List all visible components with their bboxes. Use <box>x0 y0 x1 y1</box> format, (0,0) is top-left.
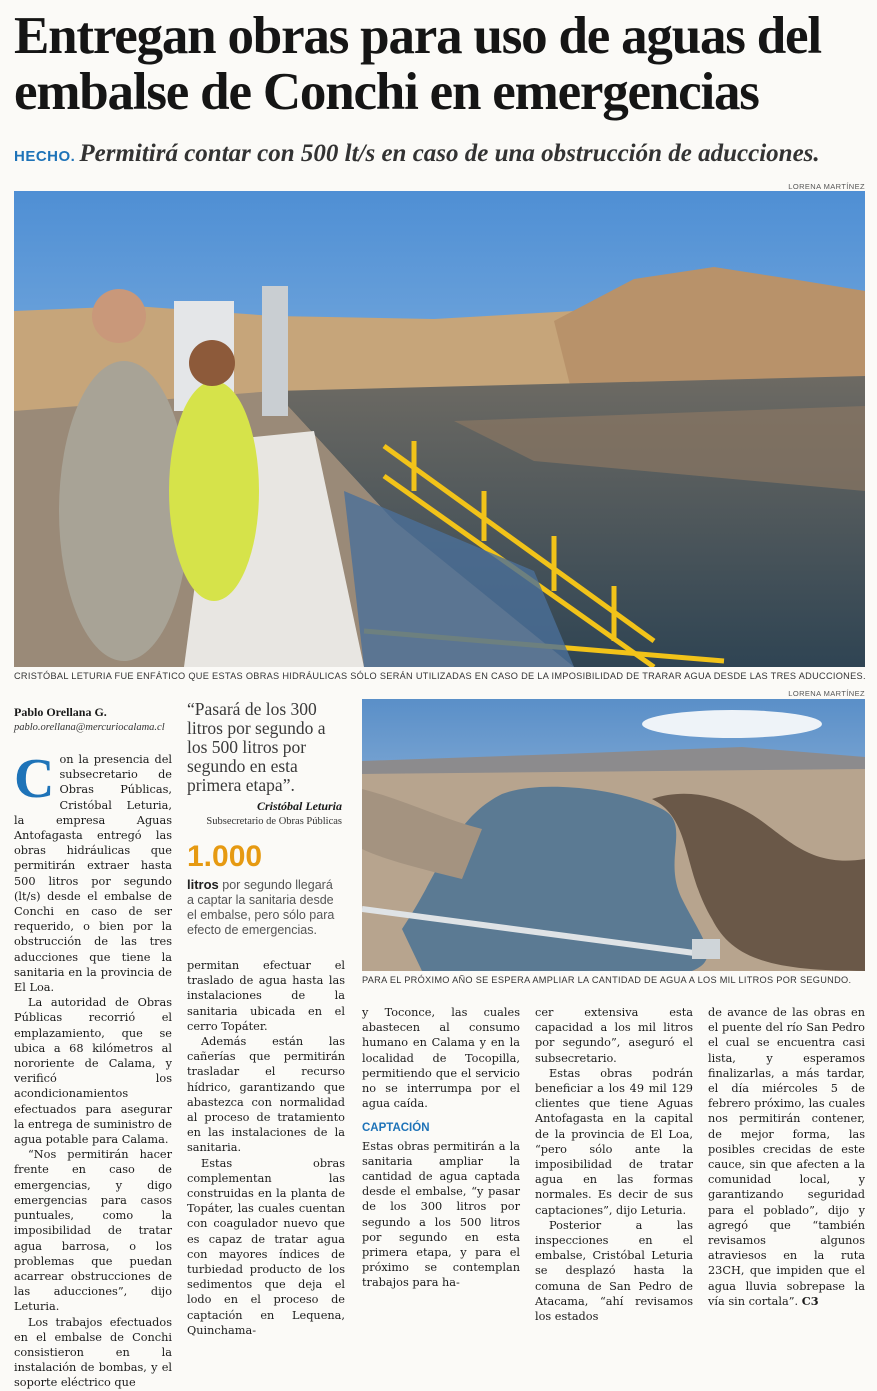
main-photo <box>14 191 865 667</box>
canal-photo-illustration <box>362 699 865 971</box>
body-column-5 <box>708 1005 865 1309</box>
paragraph: Estas obras complementan las construidas en la planta de Topáter, las cuales cuentan con coagulador nuevo que es capaz de tratar agua con mayores índices de turbiedad producto de los sedimentos que deja el lodo en el proceso de captación en Lequena, Quinchama- <box>187 1156 345 1337</box>
fact-text: por segundo llegará a captar la sanitaria desde el embalse, pero sólo para efecto de emergencias. <box>187 878 335 937</box>
secondary-photo <box>362 699 865 971</box>
paragraph: Estas obras permitirán a la sanitaria ampliar la cantidad de agua captada desde el embalse, “y pasar de los 300 litros por segundo a los 500 litros por segundo en esta primera etapa, y para el próximo se contemplan trabajos para ha- <box>362 1139 520 1290</box>
body-column-2 <box>187 958 345 1338</box>
subhead <box>14 140 864 168</box>
photo1-caption: CRISTÓBAL LETURIA FUE ENFÁTICO QUE ESTAS OBRAS HIDRÁULICAS SÓLO SERÁN UTILIZADAS EN CASO DE LA IMPOSIBILIDAD DE TRARAR AGUA DESDE LAS TRES ADUCCIONES. <box>14 671 866 681</box>
pull-quote: “Pasará de los 300 litros por segundo a los 500 litros por segundo en esta primera etapa”. <box>187 699 326 795</box>
body-column-4 <box>535 1005 693 1324</box>
end-mark: C3 <box>801 1293 819 1308</box>
paragraph: cer extensiva esta capacidad a los mil litros por segundo”, aseguró el subsecretario. <box>535 1006 693 1065</box>
paragraph: de avance de las obras en el puente del río San Pedro el cual se encuentra casi lista, y esperamos finalizarlas, a más tardar, el día miércoles 5 de febrero próximo, las cuales nos permitirán contener, de mejor forma, las posibles crecidas de este cauce, sin que afecten a la comunidad local, y garantizando seguridad para el poblado”, dijo y agregó que “también revisamos algunos atraviesos en la ruta 23CH, que impiden que el agua lluvia sobrepase la vía sin cortala”. <box>708 1006 865 1308</box>
photo1-credit: LORENA MARTÍNEZ <box>788 182 865 191</box>
section-heading: CAPTACIÓN <box>362 1122 430 1135</box>
subhead-tag: HECHO. <box>14 148 76 165</box>
paragraph: Posterior a las inspecciones en el embalse, Cristóbal Leturia se desplazó hasta la comuna de San Pedro de Atacama, “ahí revisamos los estados <box>535 1218 693 1324</box>
body-column-1 <box>14 748 172 1391</box>
drop-cap: C <box>14 748 55 810</box>
body-column-3 <box>362 1005 520 1291</box>
paragraph: La autoridad de Obras Públicas recorrió el emplazamiento, que se ubica a 68 kilómetros al nororiente de Calama, y verificó los acondicionamientos efectuados para asegurar la entrega de suministro de agua potable para Calama. <box>14 996 172 1147</box>
paragraph: Estas obras podrán beneficiar a los 49 mil 129 clientes que tiene Aguas Antofagasta en la capital de la provincia de El Loa, “pero sólo ante la imposibilidad de tratar agua en las formas normales. Es decir de sus captaciones”, dijo Leturia. <box>535 1066 693 1217</box>
paragraph: y Toconce, las cuales abastecen al consumo humano en Calama y en la localidad de Tocopilla, permitiendo que el servicio no se interrumpa por el agua caída. <box>362 1006 520 1111</box>
photo2-caption: PARA EL PRÓXIMO AÑO SE ESPERA AMPLIAR LA CANTIDAD DE AGUA A LOS MIL LITROS POR SEGUNDO. <box>362 975 852 985</box>
byline-email[interactable]: pablo.orellana@mercuriocalama.cl <box>14 722 165 733</box>
reservoir-photo-illustration <box>14 191 865 667</box>
paragraph: on la presencia del subsecretario de Obras Públicas, Cristóbal Leturia, la empresa Aguas Antofagasta entregó las obras hidráulicas que permitirán extraer hasta 500 litros por segundo (lt/s) desde el embalse de Conchi en caso de ser requerido, o bien por la obstrucción de las tres aducciones que tiene la sanitaria en la provincia de El Loa. <box>14 753 172 995</box>
paragraph: permitan efectuar el traslado de agua hasta las instalaciones de la sanitaria ubicada en el cerro Topáter. <box>187 959 345 1033</box>
pull-quote-name: Cristóbal Leturia <box>256 799 342 813</box>
headline: Entregan obras para uso de aguas del embalse de Conchi en emergencias <box>14 7 821 121</box>
subhead-text: Permitirá contar con 500 lt/s en caso de una obstrucción de aducciones. <box>79 140 820 167</box>
pull-quote-role: Subsecretario de Obras Públicas <box>206 816 342 827</box>
paragraph: Además están las cañerías que permitirán trasladar el recurso hídrico, garantizando que abastezca con normalidad al proceso de tratamiento en las instalaciones de la sanitaria. <box>187 1035 345 1155</box>
byline-author: Pablo Orellana G. <box>14 705 107 719</box>
fact-unit: litros <box>187 877 219 892</box>
fact-box <box>187 877 342 938</box>
paragraph: “Nos permitirán hacer frente en caso de emergencias, y digo emergencias para casos puntuales, como la imposibilidad de tratar agua barrosa, o los problemas que puedan acarrear obstrucciones de las aducciones”, dijo Leturia. <box>14 1148 172 1314</box>
paragraph: Los trabajos efectuados en el embalse de Conchi consistieron en la instalación de bombas, y el soporte eléctrico que <box>14 1315 172 1390</box>
photo2-credit: LORENA MARTÍNEZ <box>788 689 865 698</box>
fact-number: 1.000 <box>187 840 263 873</box>
